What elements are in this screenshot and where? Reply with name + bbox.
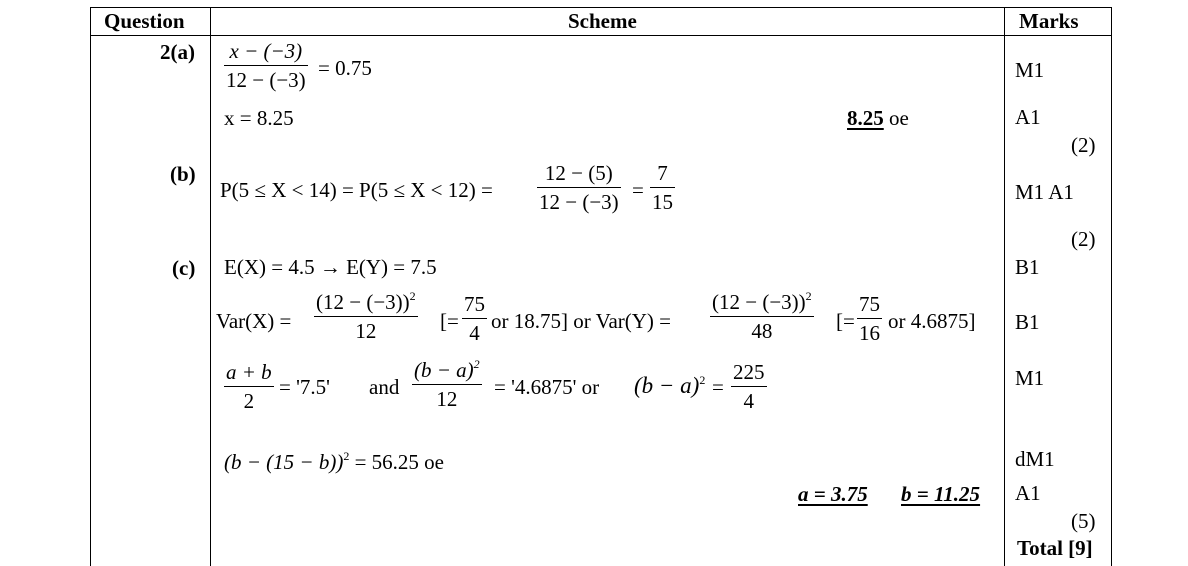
part-c-b-minus-a-squared: $(b - a)^2$ <box>634 373 706 398</box>
table-top-border <box>90 7 1112 8</box>
part-c-answer-b: b = 11.25 <box>901 482 981 506</box>
marks-column-divider <box>1004 7 1005 566</box>
part-c-var-y-numerator: $(12 - (-3))^2$ <box>712 289 812 314</box>
fraction-denominator-4: 4 <box>469 321 480 345</box>
header-divider <box>90 35 1112 36</box>
part-c-and-text: and <box>369 375 400 399</box>
part-a-mark-a1: A1 <box>1015 105 1041 129</box>
part-c-line1-mark: B1 <box>1015 255 1040 279</box>
part-c-fraction-225-4 <box>731 362 767 412</box>
part-c-variance-numerator: $(b - a)^2$ <box>414 357 480 382</box>
part-c-answer-a: a = 3.75 <box>798 482 868 506</box>
part-c-var-x-fraction <box>314 289 418 343</box>
part-c-substitution-line: $(b - (15 - b))^2 = 56.25$ oe <box>224 449 444 474</box>
part-a-equation-rhs: = 0.75 <box>318 56 372 80</box>
part-b-fraction-2 <box>650 163 675 213</box>
part-b-fraction-1-denominator: 12 − (−3) <box>539 190 619 214</box>
part-c-bracket-open-2: [= <box>836 309 855 333</box>
part-c-eq-4-6875: = '4.6875' or <box>494 375 600 399</box>
part-c-line3-mark: M1 <box>1015 366 1045 390</box>
part-b-fraction-2-numerator: 7 <box>657 161 668 185</box>
part-c-bracket-open-1: [= <box>440 309 459 333</box>
header-question: Question <box>104 9 185 33</box>
fraction-numerator-75: 75 <box>464 292 485 316</box>
part-c-equals: = <box>712 375 724 399</box>
part-a-x-result: x = 8.25 <box>224 106 294 130</box>
fraction-numerator-225: 225 <box>733 360 765 384</box>
question-label-b: (b) <box>170 162 196 186</box>
part-c-var-x-label: Var(X) = <box>216 309 292 333</box>
part-c-eq-7-5: = '7.5' <box>279 375 330 399</box>
fraction-denominator-16: 16 <box>859 321 880 345</box>
table-left-border <box>90 7 91 566</box>
part-b-equals: = <box>632 178 644 202</box>
part-c-fraction-75-16 <box>857 294 882 344</box>
part-c-mean-denominator: 2 <box>243 389 255 413</box>
part-c-or-text-2: or 4.6875] <box>888 309 976 333</box>
part-c-variance-denominator: 12 <box>436 387 458 411</box>
part-b-fraction-1 <box>537 163 621 213</box>
table-right-border <box>1111 7 1112 566</box>
question-label-c: (c) <box>172 256 196 280</box>
part-a-mark-m1: M1 <box>1015 58 1045 82</box>
part-a-fraction-numerator: x − (−3) <box>229 39 303 63</box>
part-a-answer <box>847 108 909 129</box>
part-b-fraction-1-numerator: 12 − (5) <box>544 161 613 185</box>
fraction-numerator-75: 75 <box>859 292 880 316</box>
part-c-or-text-1: or 18.75] or Var(Y) = <box>491 309 671 333</box>
part-c-expectation-line: E(X) = 4.5 → E(Y) = 7.5 <box>224 255 437 279</box>
question-total: Total [9] <box>1017 536 1093 560</box>
part-a-fraction-denominator: 12 − (−3) <box>226 68 306 92</box>
part-a-subtotal: (2) <box>1071 133 1096 157</box>
part-c-subtotal: (5) <box>1071 509 1096 533</box>
part-c-line5-mark: A1 <box>1015 481 1041 505</box>
part-b-subtotal: (2) <box>1071 227 1096 251</box>
part-a-answer-suffix: oe <box>883 106 909 130</box>
part-c-fraction-75-4 <box>462 294 487 344</box>
part-b-marks: M1 A1 <box>1015 180 1074 204</box>
part-c-line4-mark: dM1 <box>1015 447 1055 471</box>
part-a-fraction <box>224 41 308 91</box>
part-b-fraction-2-denominator: 15 <box>652 190 673 214</box>
part-a-answer-value: 8.25 <box>847 106 884 130</box>
fraction-denominator-4: 4 <box>743 389 754 413</box>
part-b-probability-expression: P(5 ≤ X < 14) = P(5 ≤ X < 12) = <box>220 178 493 202</box>
part-c-var-x-denominator: 12 <box>355 319 377 343</box>
part-c-var-y-denominator: 48 <box>751 319 773 343</box>
part-c-var-y-fraction <box>710 289 814 343</box>
part-c-mean-fraction <box>224 362 274 412</box>
part-c-line2-mark: B1 <box>1015 310 1040 334</box>
header-scheme: Scheme <box>568 9 637 33</box>
part-c-mean-numerator: a + b <box>226 360 272 384</box>
question-label-2a: 2(a) <box>160 40 195 64</box>
header-marks: Marks <box>1019 9 1079 33</box>
part-c-variance-fraction <box>412 357 482 411</box>
question-column-divider <box>210 7 211 566</box>
part-c-var-x-numerator: $(12 - (-3))^2$ <box>316 289 416 314</box>
